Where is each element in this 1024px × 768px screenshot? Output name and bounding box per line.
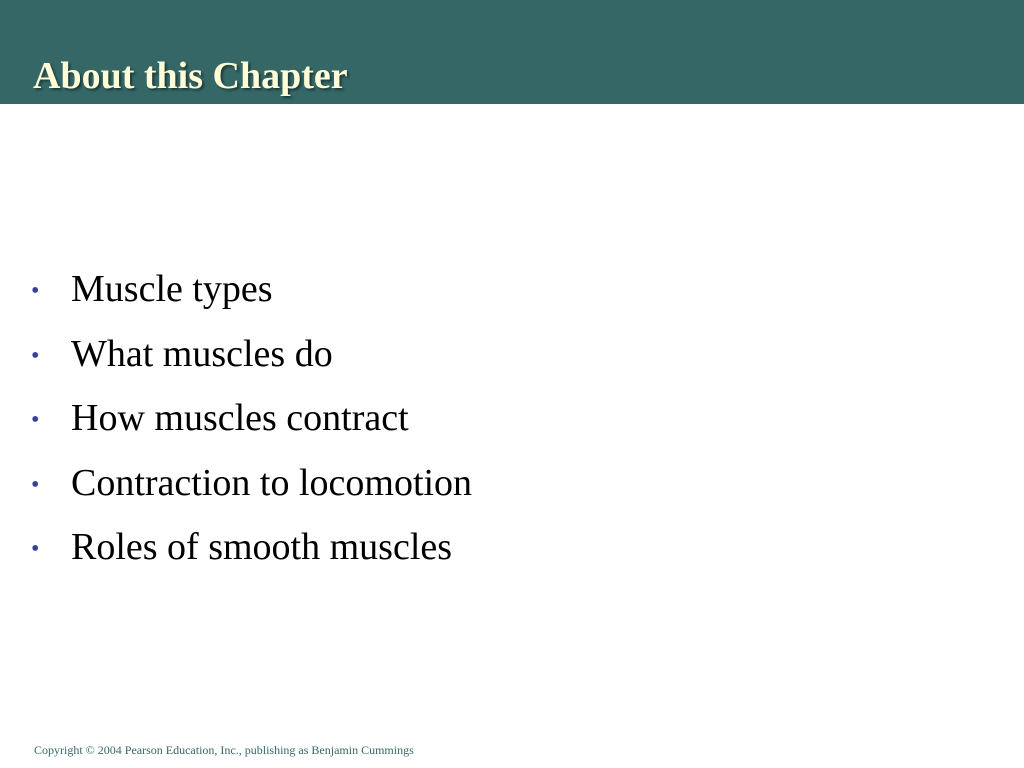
slide-title: About this Chapter [33, 55, 348, 97]
bullet-text: What muscles do [71, 332, 333, 375]
copyright-footer: Copyright © 2004 Pearson Education, Inc., publishing as Benjamin Cummings [34, 743, 414, 757]
bullet-marker: • [31, 536, 40, 562]
bullet-marker: • [31, 278, 40, 304]
bullet-marker: • [31, 471, 40, 498]
bullet-marker: • [31, 342, 40, 369]
bullet-text: Contraction to locomotion [71, 461, 473, 504]
bullet-text: How muscles contract [71, 397, 409, 439]
bullet-marker: • [31, 407, 40, 433]
bullet-text: Roles of smooth muscles [71, 526, 453, 568]
bullet-text: Muscle types [71, 268, 273, 310]
